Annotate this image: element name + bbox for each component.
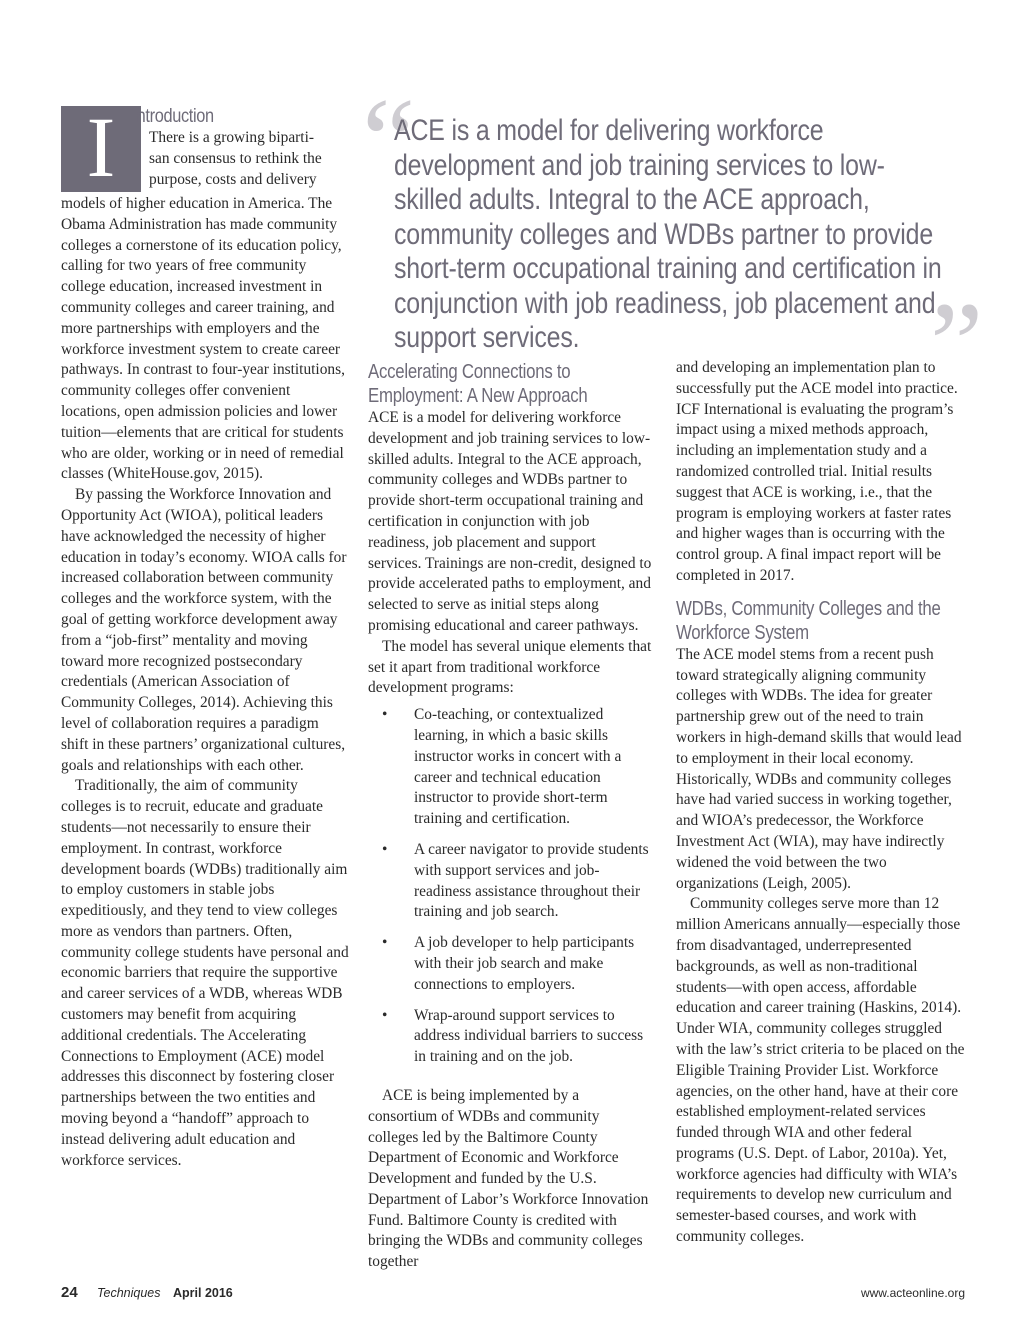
bullet-icon: •: [382, 706, 388, 724]
wdb-paragraph-2: Community colleges serve more than 12 million Americans annually—especially those from disadvantaged, underrepresented backgrounds, as well as non-traditional students—with open access, affordable education and career training (Haskins, 2014). Under WIA, community colleges struggled with the law’s strict criteria to be placed on the Eligible Training Provider List. Workforce agencies, on the other hand, have at their core established employment-related services funded through WIA and other federal programs (U.S. Dept. of Labor, 2010a). Yet, workforce agencies had difficulty with WIA’s requirements to develop new curriculum and semester-based courses, and work with community colleges.: [676, 895, 965, 1246]
drop-cap-letter: I: [86, 99, 116, 195]
intro-heading: ntroduction: [136, 106, 214, 127]
intro-paragraph-1: models of higher education in America. The Obama Administration has made community colleges a cornerstone of its education policy, calling for two years of free community college education, increased investment in community colleges and career training, and more partnerships with employers and the workforce investment system to create career pathways. In contrast to four-year institutions, community colleges offer convenient locations, open admission policies and lower tuition—elements that are critical for students who are older, working or in need of remedial classes (WhiteHouse.gov, 2015).: [61, 195, 345, 483]
wdb-column: [676, 358, 966, 1248]
open-quote-mark: “: [362, 73, 416, 206]
list-item-text: A career navigator to provide students with support services and job-readiness assistance throughout their training and job search.: [414, 840, 649, 921]
pull-quote-text: ACE is a model for delivering workforce development and job training services to low-skilled adults. Integral to the ACE approach, community colleges and WDBs partner to provide short-term occupational training and certification in conjunction with job readiness, job placement and support services.: [394, 114, 942, 354]
ace-paragraph-2: The model has several unique elements that set it apart from traditional workforce development programs:: [368, 637, 652, 697]
ace-paragraph-3: ACE is being implemented by a consortium of WDBs and community colleges led by the Baltimore County Department of Economic and Workforce Development and funded by the U.S. Department of Labor’s Workforce Innovation Fund. Baltimore County is credited with bringing the WDBs and community colleges together: [368, 1086, 649, 1271]
list-item-text: Wrap-around support services to address individual barriers to success in training and on the job.: [414, 1006, 644, 1066]
issue-date: April 2016: [173, 1286, 233, 1300]
ace-paragraph-3-continued: and developing an implementation plan to successfully put the ACE model into practice. ICF International is evaluating the program’s impact using a mixed methods approach, including an implementation study and a randomized controlled trial. Initial results suggest that ACE is working, i.e., that the program is employing workers at faster rates and higher wages than is occurring with the control group. A final impact report will be completed in 2017.: [676, 359, 958, 584]
list-item: [368, 933, 652, 995]
bullet-icon: •: [382, 1006, 388, 1024]
bullet-icon: •: [382, 840, 388, 858]
list-item: [368, 840, 652, 923]
bullet-icon: •: [382, 934, 388, 952]
close-quote-mark: ”: [930, 277, 984, 410]
list-item-text: Co-teaching, or contextualized learning, in which a basic skills instructor works in concert with a career and technical education instructor to provide short-term training and certification.: [414, 706, 622, 828]
website-link[interactable]: www.acteonline.org: [860, 1286, 965, 1300]
ace-paragraph-1: ACE is a model for delivering workforce development and job training services to low-skilled adults. Integral to the ACE approach, community colleges and WDBs partner to provide short-term occupational training and certification in conjunction with job readiness, job placement and support services. Trainings are non-credit, designed to provide accelerated paths to employment, and selected to serve as initial steps along promising educational and career pathways.: [368, 409, 652, 634]
list-item-text: A job developer to help participants with their job search and make connections to employers.: [414, 934, 635, 993]
list-item: [368, 705, 652, 830]
intro-column: [61, 99, 349, 1171]
list-item: [368, 1006, 652, 1068]
page-footer: [61, 1284, 965, 1306]
section-heading-wdb: WDBs, Community Colleges and the Workforce System: [676, 597, 941, 644]
magazine-title: Techniques: [97, 1286, 161, 1300]
intro-paragraph-3: Traditionally, the aim of community colleges is to recruit, educate and graduate students—not necessarily to ensure their employment. In contrast, workforce development boards (WDBs) traditionally aim to employ customers in stable jobs expeditiously, and they tend to view colleges more as vendors than partners. Often, community college students have personal and economic barriers that require the supportive and career services of a WDB, whereas WDB customers may benefit from acquiring additional credentials. The Accelerating Connections to Employment (ACE) model addresses this disconnect by fostering closer partnerships between the two entities and moving beyond a “handoff” approach to instead delivering adult education and workforce services.: [61, 777, 349, 1169]
intro-wrap-line-1: There is a growing biparti-: [149, 129, 314, 146]
intro-wrap-line-3: purpose, costs and delivery: [149, 170, 317, 188]
intro-wrap-line-2: san consensus to rethink the: [149, 149, 322, 167]
section-heading-ace: Accelerating Connections to Employment: A New Approach: [368, 361, 588, 407]
wdb-paragraph-1: The ACE model stems from a recent push toward strategically aligning community colleges with WDBs. The idea for greater partnership grew out of the need to train workers in high-demand skills that would lead to employment in their local economy. Historically, WDBs and community colleges have had varied success in working together, and WIOA’s predecessor, the Workforce Investment Act (WIA), may have indirectly widened the void between the two organizations (Leigh, 2005).: [676, 645, 962, 892]
ace-column: [368, 360, 652, 1273]
page-number: 24: [61, 1284, 78, 1301]
ace-elements-list: [368, 705, 652, 1068]
intro-paragraph-2: By passing the Workforce Innovation and Opportunity Act (WIOA), political leaders have acknowledged the necessity of higher education in today’s economy. WIOA calls for increased collaboration between community colleges and the workforce system, with the goal of getting workforce development away from a “job-first” mentality and moving toward more recognized postsecondary credentials (American Association of Community Colleges, 2014). Achieving this level of collaboration requires a paradigm shift in these partners’ organizational cultures, goals and relationships with each other.: [61, 486, 347, 774]
